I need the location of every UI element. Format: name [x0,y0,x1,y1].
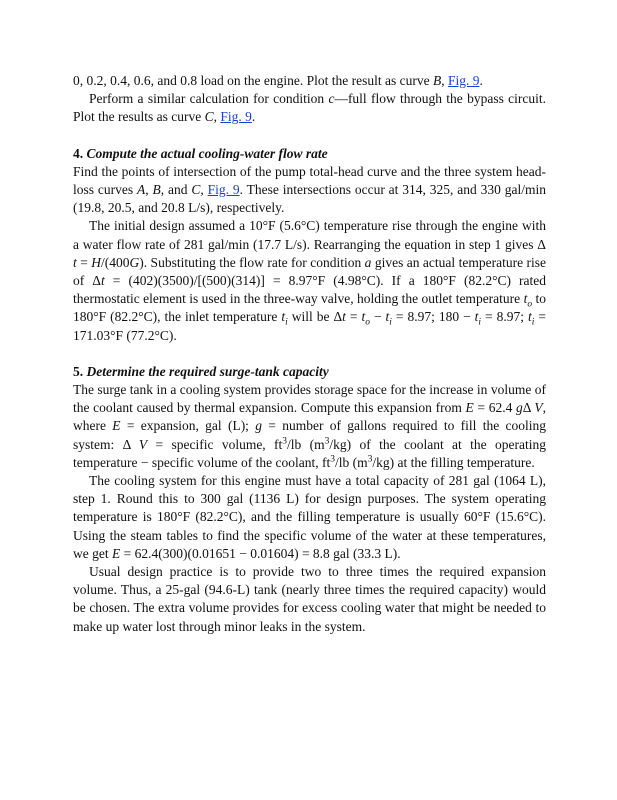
spacer [73,127,546,145]
section-5-paragraph-3: Usual design practice is to provide two to three times the required expansion volume. Thus, a 25-gal (94.6-L) tank (nearly three times the required capacity) would be chosen. The extra volume provides for excess cooling water that might be needed to make up water lost through minor leaks in the system. [73,564,546,634]
fig-9-link[interactable]: Fig. 9 [220,109,252,125]
section-5-paragraph-1: The surge tank in a cooling system provides storage space for the increase in volume of the coolant caused by thermal expansion. Compute this expansion from E = 62.4 gΔ V, where E = expansion, gal (L); g = number of gallons required to fill the cooling system: Δ V = specific volume, $ft^3/lb$ $(m^3/kg)$ of the coolant at the operating temperature − specific volume of the coolant, $ft^3/lb$ $(m^3/kg)$ at the filling temperature. [73,382,546,470]
paragraph-curve-b: 0, 0.2, 0.4, 0.6, and 0.8 load on the engine. Plot the result as curve B, Fig. 9. [73,73,483,88]
spacer [73,345,546,363]
paragraph-curve-c: Perform a similar calculation for condition c—full flow through the bypass circuit. Plot the results as curve C, Fig. 9. [73,91,546,125]
section-4-heading: 4. Compute the actual cooling-water flow rate [73,145,328,161]
document-page [73,72,546,636]
section-4-paragraph-2: The initial design assumed a 10°F (5.6°C) temperature rise through the engine with a water flow rate of 281 gal/min (17.7 L/s). Rearranging the equation in step 1 gives Δ t = H/(400G). Substituting the flow rate for condition a gives an actual temperature rise of Δt = (402)(3500)/[(500)(314)] = 8.97°F (4.98°C). If a 180°F (82.2°C) rated thermostatic element is used in the three-way valve, holding the outlet temperature $t_o$ to 180°F (82.2°C), the inlet temperature $t_i$ will be $\Delta t = t_o - t_i = 8.97$; $180 - t_i = 8.97$; $t_i = 171.03^\circ F$ (77.2°C). [73,218,546,343]
fig-9-link[interactable]: Fig. 9 [447,73,480,88]
section-5-paragraph-2: The cooling system for this engine must have a total capacity of 281 gal (1064 L), step 1. Round this to 300 gal (1136 L) for design purposes. The system operating temperature is 180°F (82.2°C), and the filling temperature is usually 60°F (15.6°C). Using the steam tables to find the specific volume of the water at these temperatures, we get E = 62.4(300)(0.01651 − 0.01604) = 8.8 gal (33.3 L). [73,473,546,561]
section-4-paragraph-1: Find the points of intersection of the pump total-head curve and the three system head-loss curves A, B, and C, Fig. 9. These intersections occur at 314, 325, and 330 gal/min (19.8, 20.5, and 20.8 L/s), respectively. [73,163,547,216]
section-5-heading: 5. Determine the required surge-tank capacity [73,363,329,379]
fig-9-link[interactable]: Fig. 9 [207,182,240,198]
